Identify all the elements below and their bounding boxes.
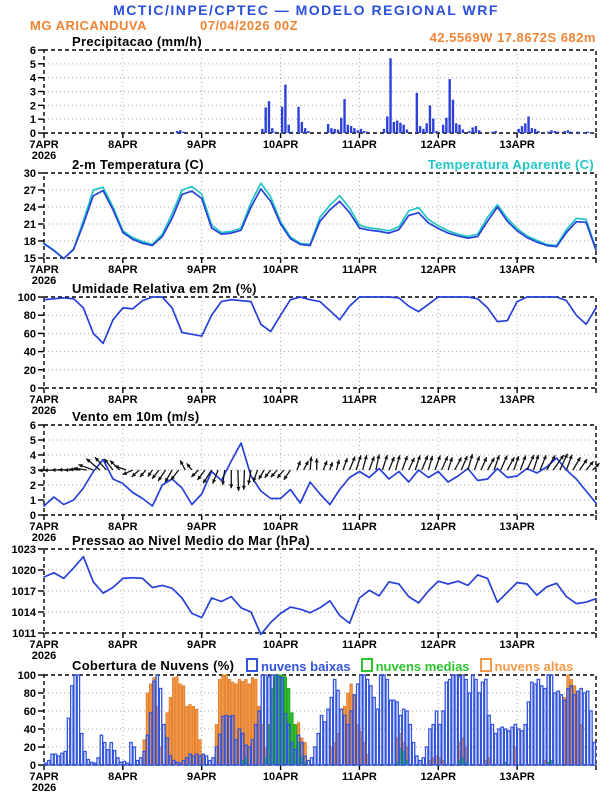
- run-datetime-label: 07/04/2026 00Z: [200, 18, 299, 33]
- svg-text:9APR: 9APR: [187, 521, 217, 533]
- svg-text:13APR: 13APR: [499, 264, 535, 276]
- svg-text:4: 4: [29, 450, 36, 462]
- svg-text:10APR: 10APR: [262, 264, 299, 276]
- svg-text:12APR: 12APR: [420, 394, 457, 406]
- svg-text:11APR: 11APR: [341, 394, 377, 406]
- svg-text:1017: 1017: [11, 586, 36, 598]
- svg-text:20: 20: [23, 742, 36, 754]
- location-coordinates-label: 42.5569W 17.8672S 682m: [429, 30, 596, 45]
- svg-text:2026: 2026: [31, 650, 57, 662]
- legend-apparent-temperature: Temperatura Aparente (C): [427, 157, 594, 172]
- svg-text:10APR: 10APR: [262, 139, 299, 151]
- mid-clouds-swatch-icon: [361, 658, 373, 672]
- high-clouds-swatch-icon: [480, 658, 492, 672]
- page-title: MCTIC/INPE/CPTEC — MODELO REGIONAL WRF: [113, 2, 499, 18]
- svg-text:13APR: 13APR: [499, 394, 535, 406]
- svg-text:10APR: 10APR: [262, 394, 299, 406]
- panel-title-wind: Vento em 10m (m/s): [72, 409, 200, 424]
- svg-text:7APR: 7APR: [29, 771, 59, 783]
- svg-text:1: 1: [29, 495, 36, 507]
- svg-text:60: 60: [23, 706, 36, 718]
- svg-text:13APR: 13APR: [499, 639, 535, 651]
- svg-text:12APR: 12APR: [420, 521, 457, 533]
- svg-text:1011: 1011: [12, 628, 36, 640]
- svg-text:3: 3: [29, 465, 36, 477]
- svg-text:24: 24: [23, 202, 36, 214]
- legend-item-high-clouds: nuvens altas: [480, 658, 574, 674]
- svg-text:12APR: 12APR: [420, 639, 457, 651]
- svg-text:2: 2: [29, 480, 36, 492]
- svg-text:13APR: 13APR: [499, 139, 535, 151]
- legend-item-low-clouds: nuvens baixas: [246, 658, 351, 674]
- svg-text:15: 15: [23, 253, 36, 265]
- svg-text:8APR: 8APR: [108, 139, 138, 151]
- panel-title-clouds: Cobertura de Nuvens (%): [72, 658, 235, 673]
- panel-title-humidity: Umidade Relativa em 2m (%): [72, 281, 257, 296]
- svg-text:11APR: 11APR: [341, 771, 377, 783]
- svg-text:13APR: 13APR: [499, 521, 535, 533]
- svg-text:2026: 2026: [31, 150, 57, 162]
- svg-text:1020: 1020: [11, 565, 36, 577]
- panel-title-pressure: Pressao ao Nivel Medio do Mar (hPa): [72, 533, 311, 548]
- svg-text:60: 60: [23, 328, 36, 341]
- svg-text:40: 40: [23, 724, 36, 736]
- svg-text:4: 4: [29, 72, 36, 85]
- svg-text:8APR: 8APR: [108, 771, 138, 783]
- svg-text:8APR: 8APR: [108, 639, 138, 651]
- svg-text:0: 0: [29, 760, 36, 772]
- svg-text:9APR: 9APR: [187, 139, 217, 151]
- svg-text:13APR: 13APR: [499, 771, 535, 783]
- svg-text:12APR: 12APR: [420, 264, 457, 276]
- svg-text:7APR: 7APR: [29, 639, 59, 651]
- svg-text:9APR: 9APR: [187, 771, 217, 783]
- svg-text:1: 1: [29, 114, 36, 127]
- svg-text:10APR: 10APR: [262, 521, 299, 533]
- svg-text:7APR: 7APR: [29, 394, 59, 406]
- svg-text:2026: 2026: [31, 532, 57, 544]
- svg-text:1023: 1023: [11, 544, 36, 556]
- svg-text:100: 100: [17, 670, 36, 682]
- svg-text:21: 21: [23, 219, 36, 231]
- svg-text:8APR: 8APR: [108, 521, 138, 533]
- svg-text:2: 2: [29, 100, 36, 113]
- svg-text:8APR: 8APR: [108, 264, 138, 276]
- svg-text:80: 80: [23, 310, 36, 323]
- svg-text:30: 30: [23, 168, 36, 180]
- panel-title-precipitation: Precipitacao (mm/h): [72, 34, 202, 49]
- svg-text:11APR: 11APR: [341, 139, 377, 151]
- svg-text:8APR: 8APR: [108, 394, 138, 406]
- svg-text:12APR: 12APR: [420, 771, 457, 783]
- svg-text:9APR: 9APR: [187, 264, 217, 276]
- svg-text:11APR: 11APR: [341, 521, 377, 533]
- svg-text:3: 3: [29, 86, 36, 99]
- svg-text:2026: 2026: [31, 405, 57, 417]
- svg-text:27: 27: [23, 185, 36, 197]
- svg-text:9APR: 9APR: [187, 394, 217, 406]
- svg-text:11APR: 11APR: [341, 264, 377, 276]
- svg-text:5: 5: [29, 58, 36, 71]
- svg-text:1014: 1014: [11, 607, 36, 619]
- svg-text:7APR: 7APR: [29, 139, 59, 151]
- station-label: MG ARICANDUVA: [30, 18, 147, 33]
- svg-text:100: 100: [17, 292, 36, 304]
- svg-text:18: 18: [23, 236, 36, 248]
- legend-item-mid-clouds: nuvens medias: [361, 658, 470, 674]
- svg-text:20: 20: [23, 364, 36, 377]
- svg-text:11APR: 11APR: [341, 639, 377, 651]
- svg-text:40: 40: [23, 346, 36, 359]
- svg-text:0: 0: [29, 510, 36, 522]
- svg-text:0: 0: [29, 128, 36, 140]
- low-clouds-swatch-icon: [246, 658, 258, 672]
- cloud-legend: [246, 658, 583, 674]
- panel-title-temperature: 2-m Temperatura (C): [72, 157, 204, 172]
- svg-text:6: 6: [29, 420, 36, 432]
- svg-text:2026: 2026: [31, 782, 57, 792]
- svg-text:10APR: 10APR: [262, 771, 299, 783]
- svg-text:10APR: 10APR: [262, 639, 299, 651]
- svg-text:7APR: 7APR: [29, 521, 59, 533]
- svg-text:9APR: 9APR: [187, 639, 217, 651]
- svg-text:6: 6: [29, 45, 36, 57]
- svg-text:80: 80: [23, 688, 36, 700]
- svg-text:7APR: 7APR: [29, 264, 59, 276]
- svg-text:12APR: 12APR: [420, 139, 457, 151]
- svg-text:2026: 2026: [31, 275, 57, 287]
- svg-text:0: 0: [29, 383, 36, 395]
- svg-text:5: 5: [29, 435, 36, 447]
